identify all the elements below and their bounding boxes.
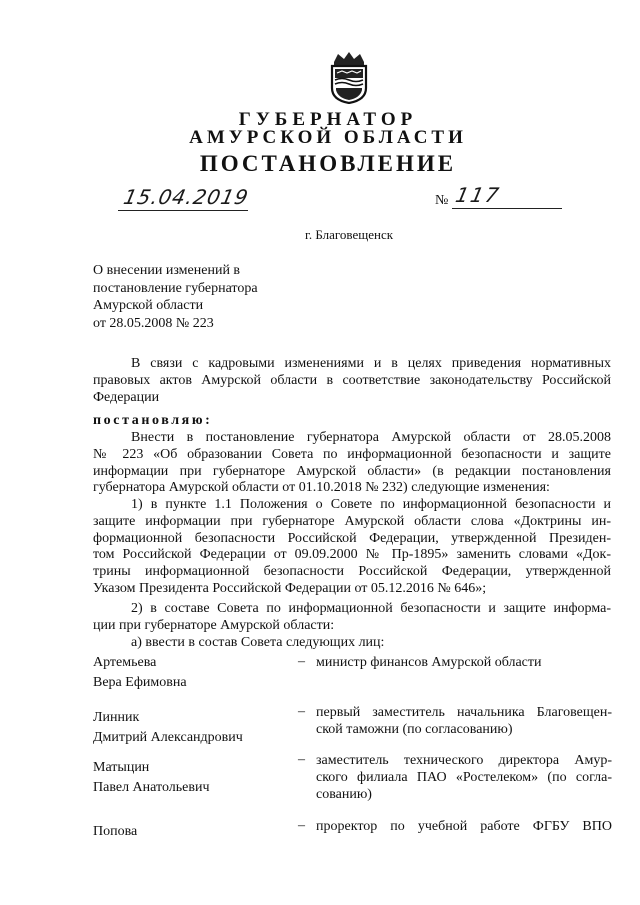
item-2-line: 2) в составе Совета по информационной безопасности и защите информа-: [131, 601, 611, 616]
item-1-line: защите информации при губернаторе Амурской области слова «Доктрины ин-: [93, 513, 611, 529]
member-role-line: заместитель технического директора Амур-: [316, 753, 612, 768]
member-name: [93, 758, 209, 798]
coat-of-arms-emblem: [328, 50, 370, 104]
handwritten-number: 117: [453, 183, 503, 207]
item-1-line: трины информационной безопасности Российской Федерации, утвержденной: [93, 564, 611, 580]
preamble-line: В связи с кадровыми изменениями и в целях приведения нормативных: [131, 356, 611, 371]
subject-line: О внесении изменений в: [93, 263, 241, 278]
member-dash: –: [298, 752, 305, 767]
member-role-line: сованию): [316, 787, 372, 802]
item-2-paragraph: [93, 601, 611, 635]
intro-line: № 223 «Об образовании Совета по информационной безопасности и защите: [93, 446, 611, 462]
member-role-line: первый заместитель начальника Благовещен-: [316, 705, 612, 720]
member-role: [316, 818, 612, 835]
member-role-line: проректор по учебной работе ФГБУ ВПО: [316, 819, 612, 834]
handwritten-date: 15.04.2019: [121, 185, 252, 209]
member-surname: Попова: [93, 824, 138, 839]
member-given-name: Дмитрий Александрович: [93, 730, 243, 745]
member-dash: –: [298, 654, 305, 669]
decree-word: постановляю:: [93, 413, 213, 428]
member-role-line: ского филиала ПАО «Ростелеком» (по согла-: [316, 770, 612, 785]
intro-paragraph: [93, 430, 611, 497]
item-1-line: 1) в пункте 1.1 Положения о Совете по информационной безопасности и: [131, 497, 611, 512]
intro-line: губернатора Амурской области от 01.10.2018 № 232) следующие изменения:: [93, 480, 550, 496]
item-1-line: том Российской Федерации от 09.09.2000 № Пр-1895» заменить словами «Док-: [93, 547, 611, 563]
document-type-title: ПОСТАНОВЛЕНИЕ: [199, 151, 457, 176]
member-given-name: Павел Анатольевич: [93, 780, 210, 795]
number-sign: №: [435, 193, 449, 208]
item-1-line: формационной безопасности Российской Федерации, утвержденной Президен-: [93, 530, 611, 546]
member-surname: Линник: [93, 710, 140, 725]
intro-line: информации при губернаторе Амурской области» (в редакции постановления: [93, 463, 611, 479]
preamble-line: Федерации: [93, 389, 160, 405]
document-subject: [93, 262, 258, 332]
subject-line: Амурской области: [93, 298, 204, 313]
city-name: г. Благовещенск: [305, 227, 394, 242]
intro-line: Внести в постановление губернатора Амурской области от 28.05.2008: [131, 430, 611, 445]
header-title-governor: ГУБЕРНАТОР: [238, 109, 418, 130]
item-2a-text: а) ввести в состав Совета следующих лиц:: [131, 635, 385, 650]
header-title-region: АМУРСКОЙ ОБЛАСТИ: [189, 127, 467, 148]
item-1-line: Указом Президента Российской Федерации от 05.12.2016 № 646»;: [93, 580, 487, 596]
member-surname: Матыцин: [93, 760, 150, 775]
member-dash: –: [298, 818, 305, 833]
subject-line: постановление губернатора: [93, 280, 258, 296]
preamble-line: правовых актов Амурской области в соответствие законодательству Российской: [93, 372, 611, 388]
item-2-line: ции при губернаторе Амурской области:: [93, 617, 335, 633]
subject-line: от 28.05.2008 № 223: [93, 315, 214, 331]
member-role-line: ской таможни (по согласованию): [316, 722, 513, 737]
member-role-line: министр финансов Амурской области: [316, 655, 542, 670]
preamble-paragraph: [93, 356, 611, 406]
member-given-name: Вера Ефимовна: [93, 675, 187, 690]
member-role: [316, 752, 612, 803]
member-surname: Артемьева: [93, 655, 157, 670]
member-role: [316, 704, 612, 738]
member-role: [316, 654, 612, 671]
item-1-paragraph: [93, 497, 611, 598]
member-name: [93, 822, 137, 842]
member-name: [93, 708, 243, 748]
member-name: [93, 653, 187, 693]
member-dash: –: [298, 704, 305, 719]
